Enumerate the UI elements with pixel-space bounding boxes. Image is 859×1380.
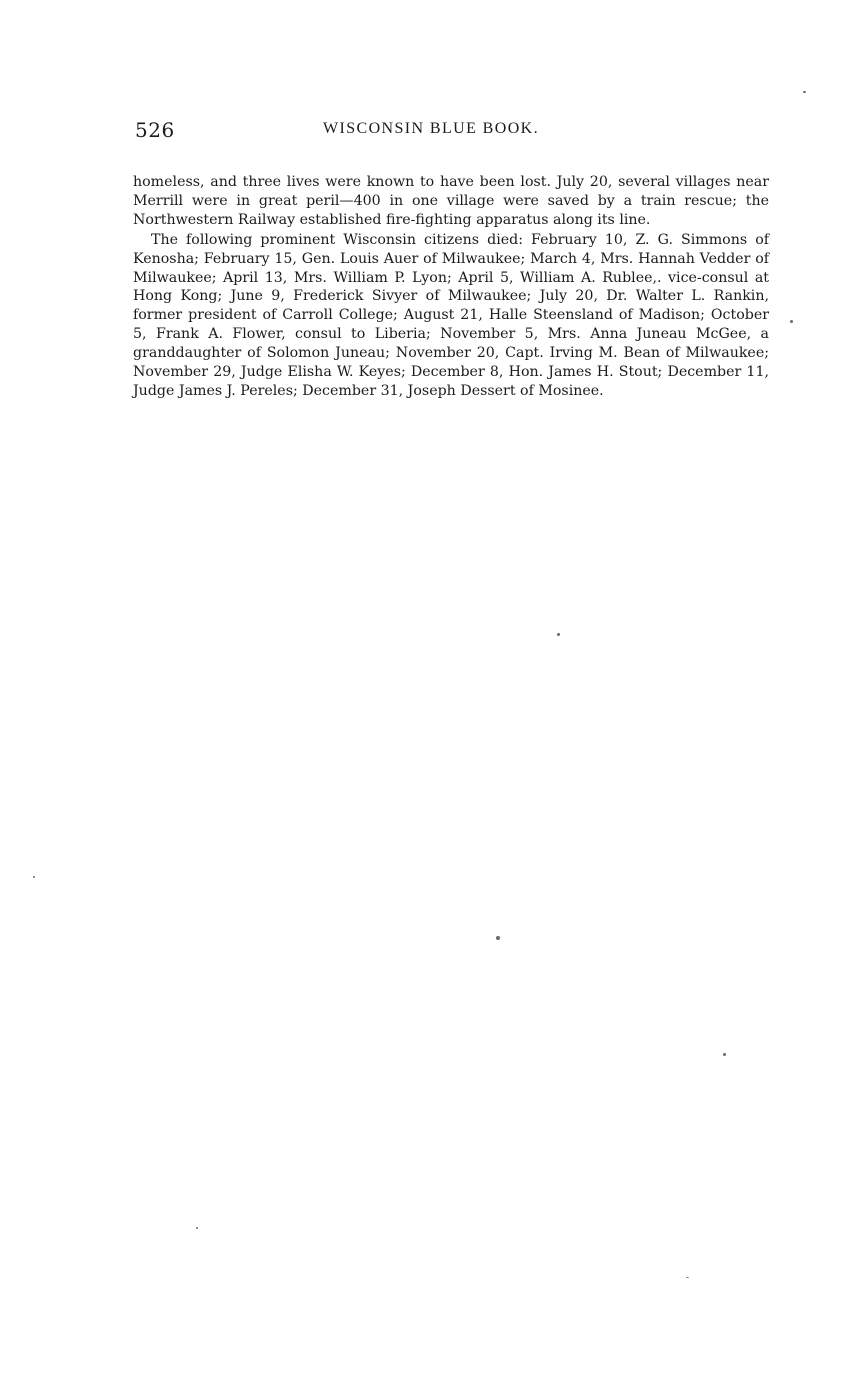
paragraph-fire-continuation: homeless, and three lives were known to have been lost. July 20, several villages near Merrill were in great peril—400 in one village were saved by a train rescue; the Northwestern Railway established fire-fighting apparatus along its line. <box>133 174 769 228</box>
page-number: 526 <box>135 118 175 142</box>
running-head <box>133 118 769 142</box>
scan-speck <box>686 1277 689 1278</box>
scan-speck <box>496 936 500 940</box>
scan-speck <box>33 876 35 878</box>
scan-speck <box>790 320 793 323</box>
scan-speck <box>723 1053 726 1056</box>
paragraph-deaths: The following prominent Wisconsin citizens died: February 10, Z. G. Simmons of Kenosha; February 15, Gen. Louis Auer of Milwaukee; March 4, Mrs. Hannah Vedder of Milwaukee; April 13, Mrs. William P. Lyon; April 5, William A. Rublee,. vice-consul at Hong Kong; June 9, Frederick Sivyer of Milwaukee; July 20, Dr. Walter L. Rankin, former president of Carroll College; August 21, Halle Steensland of Madison; October 5, Frank A. Flower, consul to Liberia; November 5, Mrs. Anna Juneau McGee, a granddaughter of Solomon Juneau; November 20, Capt. Irving M. Bean of Milwaukee; November 29, Judge Elisha W. Keyes; December 8, Hon. James H. Stout; December 11, Judge James J. Pereles; December 31, Joseph Dessert of Mosinee. <box>133 231 769 399</box>
scan-speck <box>557 633 560 636</box>
scan-speck <box>196 1227 198 1229</box>
body-text <box>133 173 769 401</box>
scan-speck <box>803 91 806 93</box>
page-header-title: WISCONSIN BLUE BOOK. <box>323 120 539 137</box>
